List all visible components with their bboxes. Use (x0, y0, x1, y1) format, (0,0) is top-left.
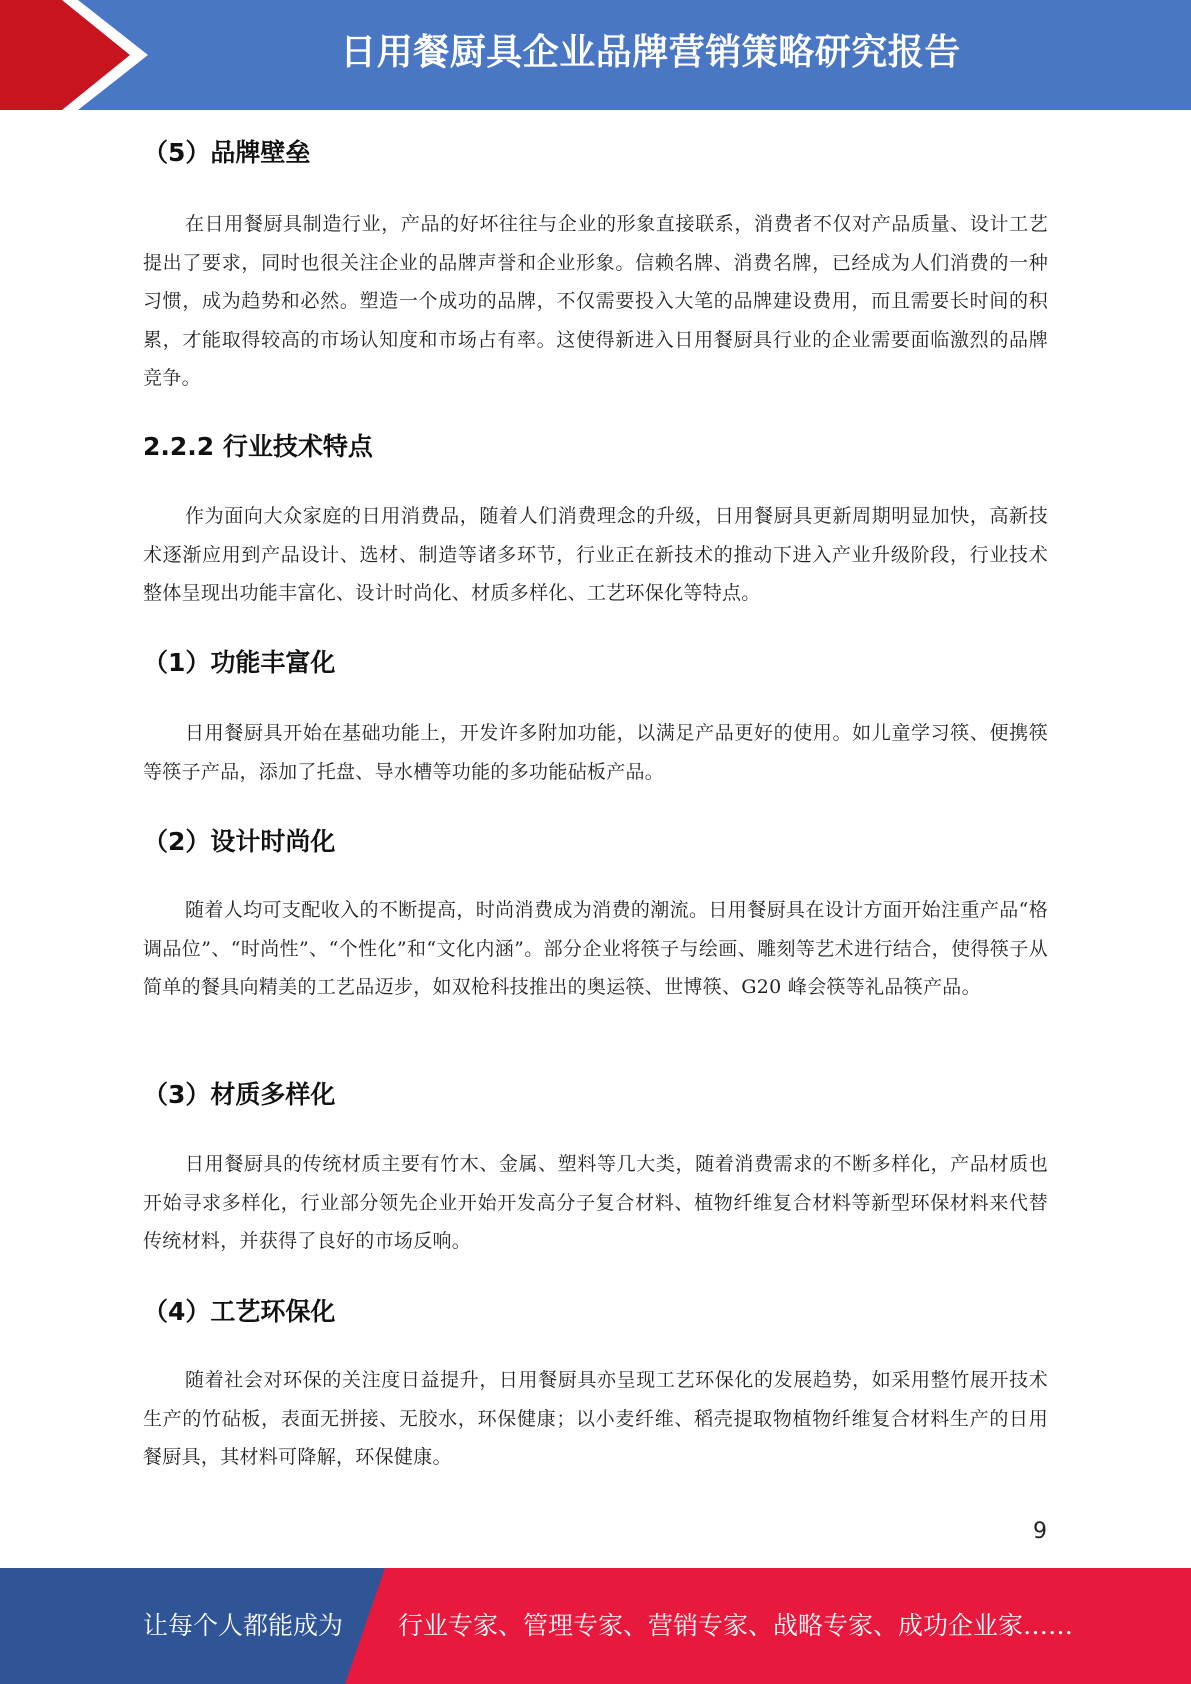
section-heading-industry-tech: 2.2.2 行业技术特点 (143, 432, 373, 461)
footer-slogan-right: 行业专家、管理专家、营销专家、战略专家、成功企业家…… (398, 1611, 1074, 1640)
page-footer (0, 1568, 1191, 1684)
paragraph-material: 日用餐厨具的传统材质主要有竹木、金属、塑料等几大类，随着消费需求的不断多样化，产品材质也开始寻求多样化，行业部分领先企业开始开发高分子复合材料、植物纤维复合材料等新型环保材料来代替传统材料，并获得了良好的市场反响。 (143, 1153, 1048, 1252)
footer-slogan-left: 让每个人都能成为 (143, 1611, 344, 1640)
section-heading-function: （1）功能丰富化 (143, 648, 336, 677)
section-heading-process: （4）工艺环保化 (143, 1297, 336, 1326)
paragraph-industry-tech: 作为面向大众家庭的日用消费品，随着人们消费理念的升级，日用餐厨具更新周期明显加快，高新技术逐渐应用到产品设计、选材、制造等诸多环节，行业正在新技术的推动下进入产业升级阶段，行业技术整体呈现出功能丰富化、设计时尚化、材质多样化、工艺环保化等特点。 (143, 505, 1048, 604)
section-heading-design: （2）设计时尚化 (143, 827, 336, 856)
header-red-chevron-decoration (0, 0, 160, 110)
paragraph-design: 随着人均可支配收入的不断提高，时尚消费成为消费的潮流。日用餐厨具在设计方面开始注重产品“格调品位”、“时尚性”、“个性化”和“文化内涵”。部分企业将筷子与绘画、雕刻等艺术进行结合，使得筷子从简单的餐具向精美的工艺品迈步，如双枪科技推出的奥运筷、世博筷、G20 峰会筷等礼品筷产品。 (143, 899, 1048, 998)
section-heading-material: （3）材质多样化 (143, 1080, 336, 1109)
section-heading-brand-barrier: （5）品牌壁垒 (143, 138, 311, 167)
paragraph-function: 日用餐厨具开始在基础功能上，开发许多附加功能，以满足产品更好的使用。如儿童学习筷、便携筷等筷子产品，添加了托盘、导水槽等功能的多功能砧板产品。 (143, 722, 1048, 783)
paragraph-process: 随着社会对环保的关注度日益提升，日用餐厨具亦呈现工艺环保化的发展趋势，如采用整竹展开技术生产的竹砧板，表面无拼接、无胶水，环保健康；以小麦纤维、稻壳提取物植物纤维复合材料生产的日用餐厨具，其材料可降解，环保健康。 (143, 1369, 1048, 1468)
report-title: 日用餐厨具企业品牌营销策略研究报告 (340, 32, 961, 73)
paragraph-brand-barrier: 在日用餐厨具制造行业，产品的好坏往往与企业的形象直接联系，消费者不仅对产品质量、设计工艺提出了要求，同时也很关注企业的品牌声誉和企业形象。信赖名牌、消费名牌，已经成为人们消费的一种习惯，成为趋势和必然。塑造一个成功的品牌，不仅需要投入大笔的品牌建设费用，而且需要长时间的积累，才能取得较高的市场认知度和市场占有率。这使得新进入日用餐厨具行业的企业需要面临激烈的品牌竞争。 (143, 213, 1048, 389)
page-header (0, 0, 1191, 110)
page-number: 9 (1033, 1519, 1047, 1544)
